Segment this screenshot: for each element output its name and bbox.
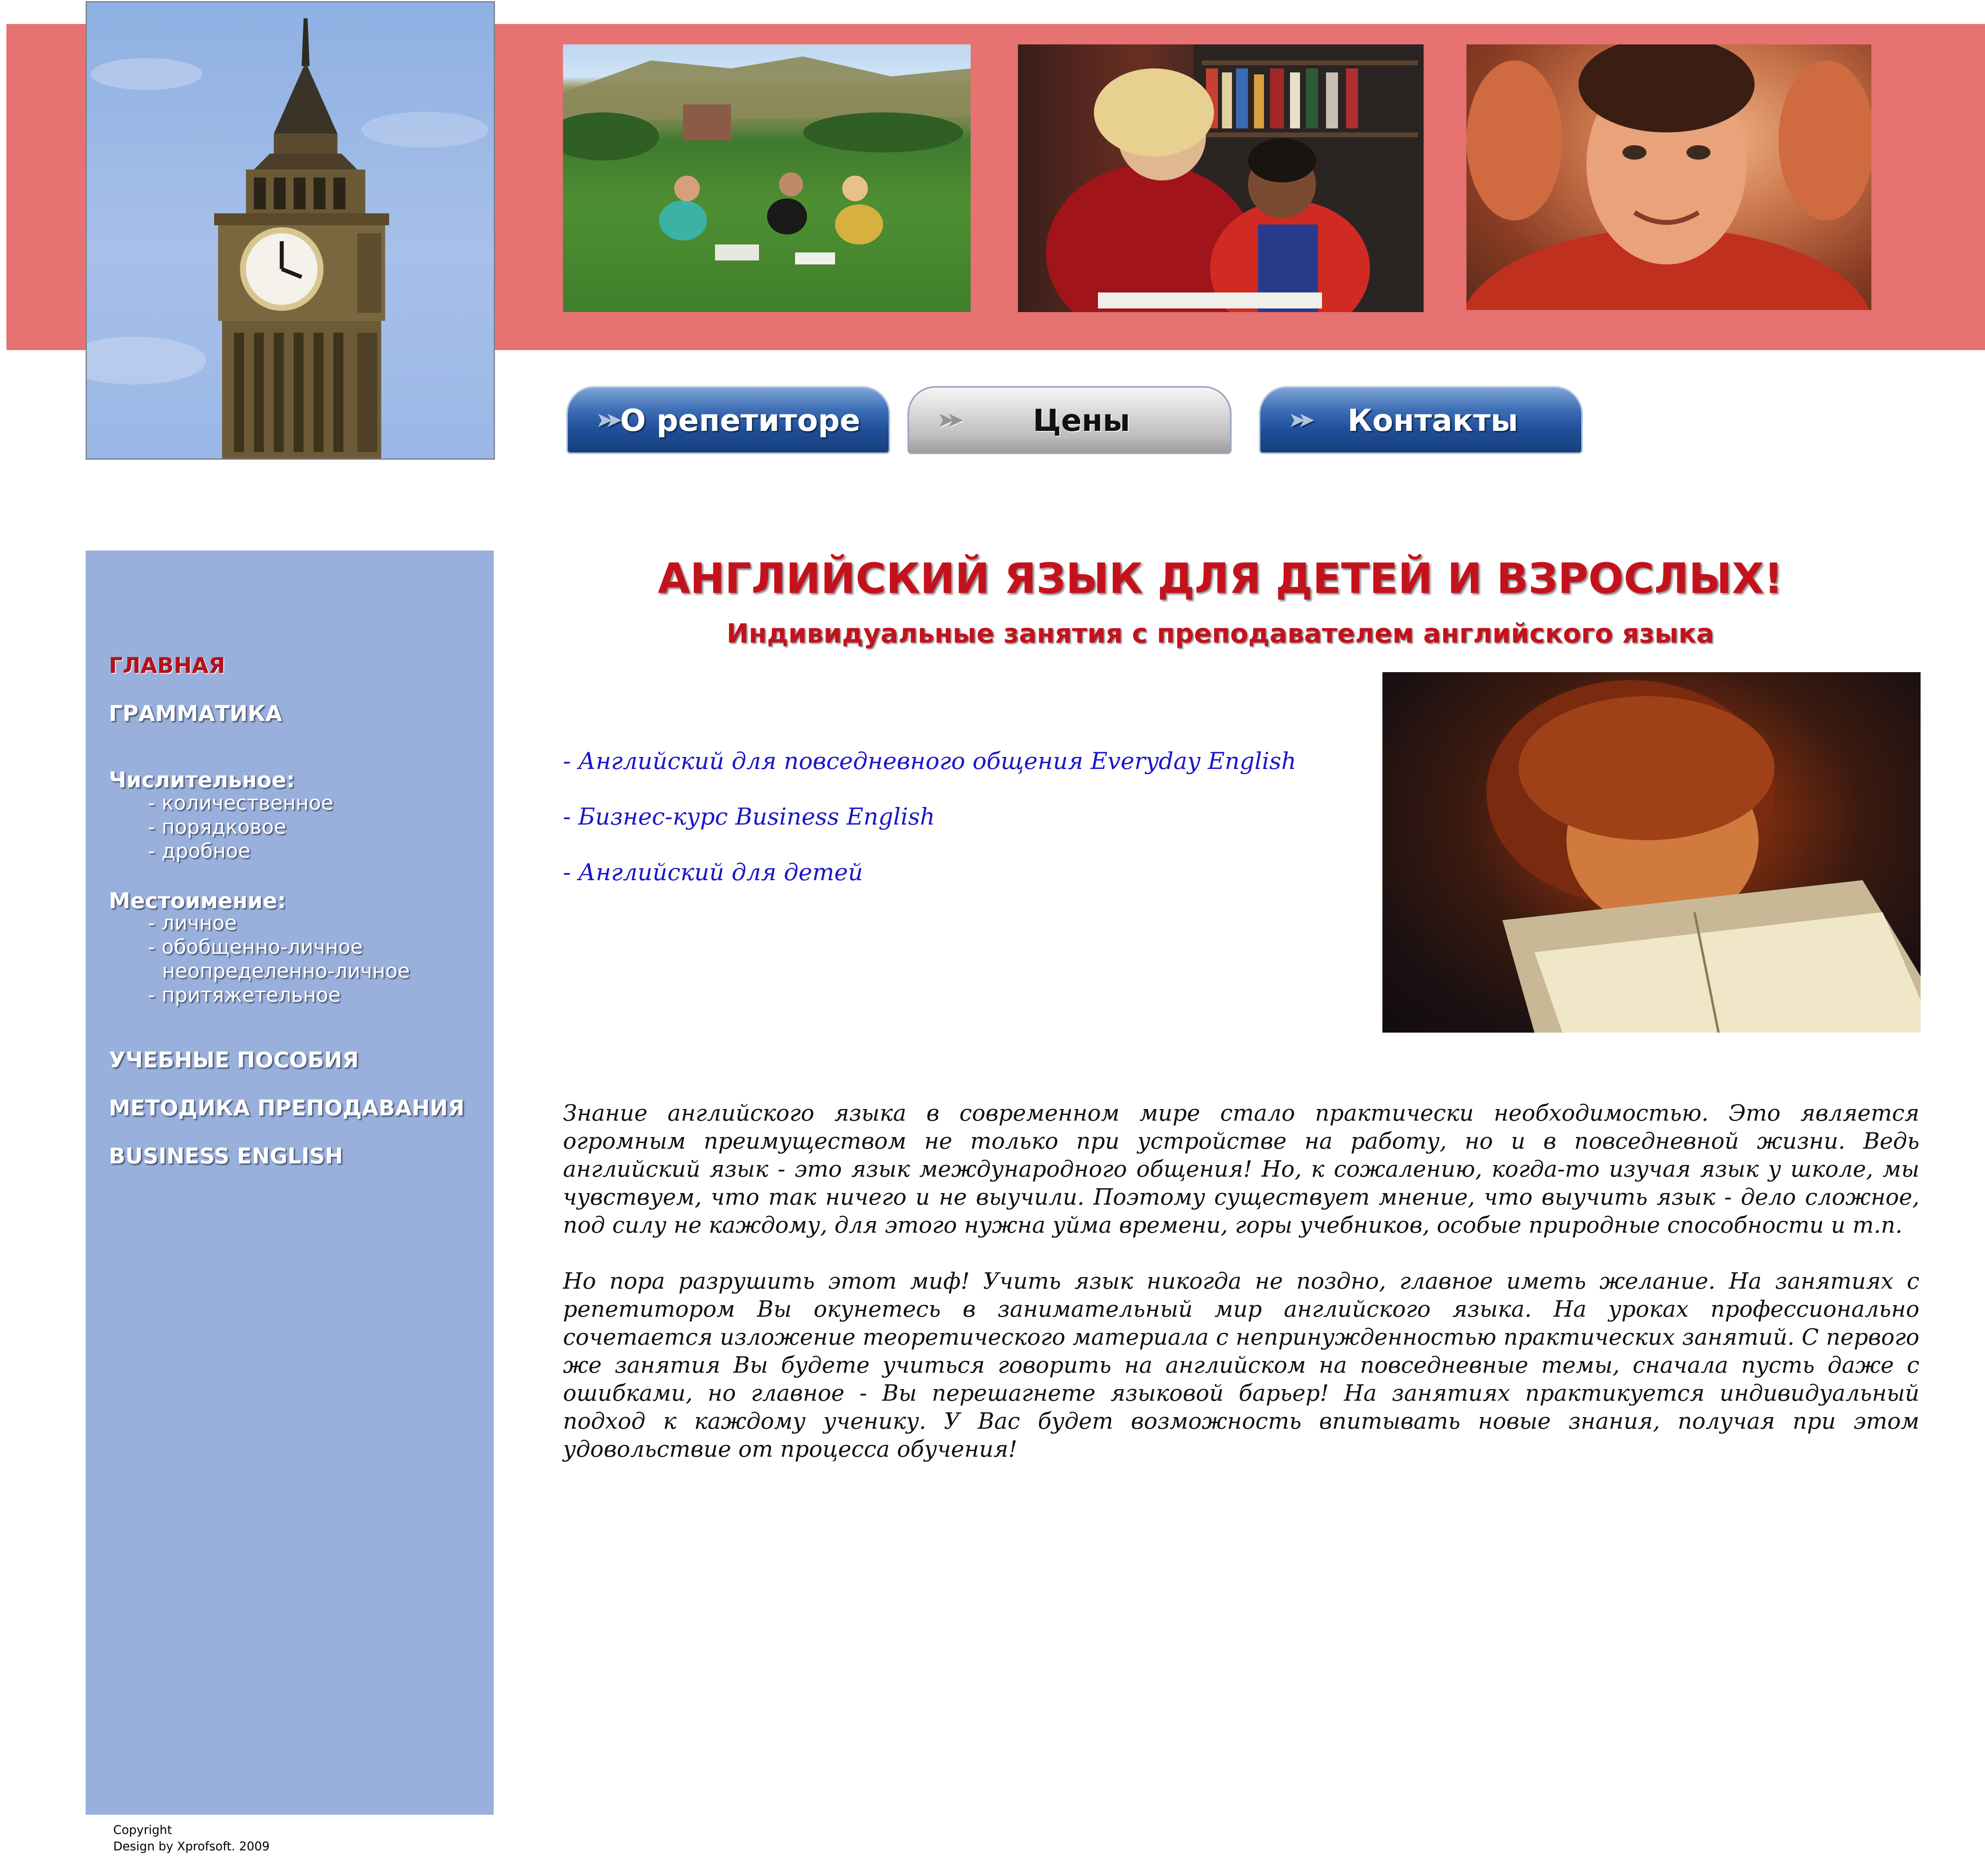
sidebar-link-indefinite-personal[interactable]: неопределенно-личное bbox=[162, 959, 410, 983]
sidebar-link-ordinal[interactable]: - порядковое bbox=[148, 815, 286, 839]
course-link-everyday-english[interactable]: - Английский для повседневного общения Everyday English bbox=[563, 747, 1296, 775]
sidebar-item-methodology[interactable]: МЕТОДИКА ПРЕПОДАВАНИЯ bbox=[109, 1095, 465, 1121]
students-in-park-photo bbox=[563, 44, 971, 312]
sidebar-link-personal[interactable]: - личное bbox=[148, 911, 237, 935]
sidebar-item-business-english[interactable]: BUSINESS ENGLISH bbox=[109, 1143, 343, 1169]
pronoun-heading: Местоимение: bbox=[109, 888, 286, 913]
course-link-english-for-children[interactable]: - Английский для детей bbox=[563, 859, 863, 886]
benefits-paragraph: Но пора разрушить этот миф! Учить язык никогда не поздно, главное иметь желание. На занятиях с репетитором Вы окунетесь в занимательный мир английского языка. На уроках профессионально сочетается изложение теоретического материала с непринужденностью практических занятий. С первого же занятия Вы будете учиться говорить на английском на повседневные темы, сначала пусть даже с ошибками, но главное - Вы перешагнете языковой барьер! На занятиях практикуется индивидуальный подход к каждому ученику. У Вас будет возможность впитывать новые знания, получая при этом удовольствие от процесса обучения! bbox=[563, 1268, 1919, 1462]
page-title: АНГЛИЙСКИЙ ЯЗЫК ДЛЯ ДЕТЕЙ И ВЗРОСЛЫХ! bbox=[657, 554, 1783, 603]
design-credit-text: Design by Xprofsoft. 2009 bbox=[113, 1840, 270, 1854]
sidebar-item-main[interactable]: ГЛАВНАЯ bbox=[109, 653, 225, 678]
tab-contacts[interactable]: ➤➤ Контакты bbox=[1259, 386, 1583, 454]
smiling-boy-photo bbox=[1466, 44, 1871, 310]
tab-prices[interactable]: ➤➤ Цены bbox=[907, 386, 1232, 454]
tab-about-tutor[interactable]: ➤➤ О репетиторе bbox=[566, 386, 890, 454]
sidebar-link-possessive[interactable]: - притяжетельное bbox=[148, 983, 341, 1007]
girl-reading-photo bbox=[1382, 672, 1921, 1033]
arrow-icon: ➤➤ bbox=[596, 408, 615, 432]
teacher-and-student-photo bbox=[1018, 44, 1424, 312]
sidebar-link-cardinal[interactable]: - количественное bbox=[148, 791, 334, 815]
sidebar-item-textbooks[interactable]: УЧЕБНЫЕ ПОСОБИЯ bbox=[109, 1047, 359, 1073]
course-link-business-english[interactable]: - Бизнес-курс Business English bbox=[563, 803, 935, 830]
sidebar-link-generalized-personal[interactable]: - обобщенно-личное bbox=[148, 935, 363, 959]
sidebar bbox=[86, 551, 494, 1815]
big-ben-photo bbox=[86, 1, 495, 460]
numeral-heading: Числительное: bbox=[109, 767, 295, 793]
page-subtitle: Индивидуальные занятия с преподавателем английского языка bbox=[726, 618, 1715, 649]
arrow-icon: ➤➤ bbox=[937, 408, 956, 432]
intro-paragraph: Знание английского языка в современном мире стало практически необходимостью. Это является огромным преимуществом не только при устройстве на работу, но и в повседневной жизни. Ведь английский язык - это язык международного общения! Но, к сожалению, когда-то изучая язык у школе, мы чувствуем, что так ничего и не выучили. Поэтому существует мнение, что выучить язык - дело сложное, под силу не каждому, для этого нужна уйма времени, горы учебников, особые природные способности и т.п. bbox=[563, 1100, 1919, 1238]
arrow-icon: ➤➤ bbox=[1288, 408, 1308, 432]
sidebar-item-grammar[interactable]: ГРАММАТИКА bbox=[109, 701, 282, 726]
sidebar-link-fractional[interactable]: - дробное bbox=[148, 839, 250, 863]
copyright-text: Copyright bbox=[113, 1823, 172, 1837]
